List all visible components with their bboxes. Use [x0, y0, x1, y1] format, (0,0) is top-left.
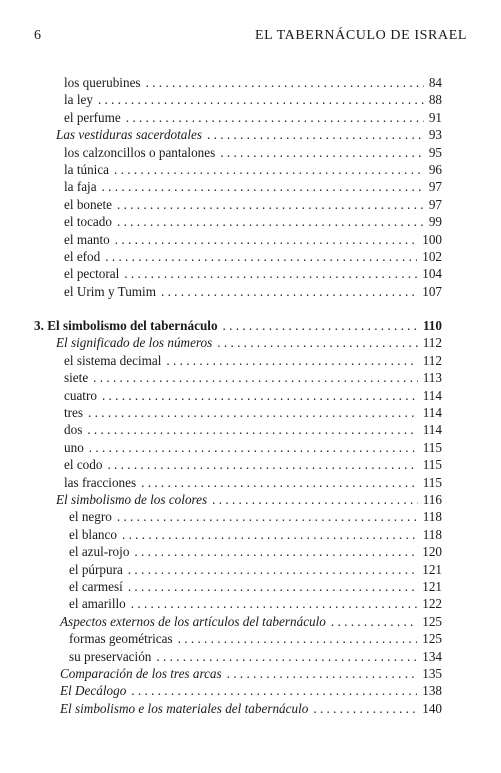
- toc-section-entry: [0, 682, 501, 699]
- toc-entry: [0, 91, 501, 108]
- toc-page-number: 84: [428, 75, 442, 90]
- dot-leader: [131, 682, 417, 699]
- toc-page-number: 107: [422, 283, 442, 299]
- dot-leader: [98, 91, 424, 108]
- toc-page-number: 138: [422, 683, 442, 699]
- dot-leader: [87, 421, 417, 438]
- toc-entry-label: el bonete: [64, 196, 112, 212]
- dot-leader: [313, 700, 417, 717]
- toc-entry: [0, 543, 501, 560]
- toc-section-entry: [0, 665, 501, 682]
- dot-leader: [88, 404, 418, 421]
- toc-entry-label: los calzoncillos o pantalones: [64, 144, 216, 160]
- toc-page-number: 121: [422, 578, 442, 594]
- dot-leader: [223, 317, 418, 334]
- toc-entry-label: el Urim y Tumim: [64, 283, 156, 299]
- toc-entry-label: el efod: [64, 248, 101, 264]
- toc-entry-label: Aspectos externos de los artículos del tabernáculo: [60, 613, 326, 629]
- dot-leader: [107, 456, 417, 473]
- toc-entry-label: el negro: [69, 509, 112, 525]
- toc-entry-label: el azul-rojo: [69, 544, 130, 560]
- toc-page-number: 135: [422, 665, 442, 681]
- toc-entry: [0, 74, 501, 91]
- toc-page-number: 112: [422, 352, 442, 368]
- toc-page-number: 118: [422, 509, 442, 525]
- dot-leader: [114, 161, 424, 178]
- dot-leader: [166, 352, 417, 369]
- toc-entry-label: el púrpura: [69, 561, 123, 577]
- toc-entry: [0, 630, 501, 647]
- toc-entry: [0, 526, 501, 543]
- toc-entry-label: Comparación de los tres arcas: [60, 665, 222, 681]
- toc-page-number: 97: [428, 196, 442, 212]
- toc-page-number: 88: [428, 92, 442, 108]
- dot-leader: [128, 578, 417, 595]
- toc-page-number: 93: [428, 127, 442, 143]
- toc-page-number: 100: [422, 231, 442, 247]
- dot-leader: [131, 595, 417, 612]
- dot-leader: [105, 248, 417, 265]
- toc-page-number: 91: [428, 109, 442, 125]
- dot-leader: [126, 109, 424, 126]
- dot-leader: [217, 334, 417, 351]
- dot-leader: [117, 213, 424, 230]
- toc-section-entry: [0, 126, 501, 143]
- toc-section-entry: [0, 334, 501, 351]
- book-title: EL TABERNÁCULO DE ISRAEL: [255, 28, 467, 43]
- toc-chapter-heading: [0, 317, 501, 334]
- toc-entry-label: uno: [64, 439, 84, 455]
- toc-entry: [0, 369, 501, 386]
- toc-entry: [0, 248, 501, 265]
- dot-leader: [331, 613, 417, 630]
- toc-entry: [0, 213, 501, 230]
- toc-page-number: 140: [422, 700, 442, 716]
- dot-leader: [93, 369, 418, 386]
- dot-leader: [117, 508, 418, 525]
- toc-section-entry: [0, 613, 501, 630]
- toc-entry: [0, 508, 501, 525]
- toc-page-number: 116: [422, 491, 442, 507]
- toc-entry: [0, 144, 501, 161]
- toc-entry-label: la faja: [64, 179, 97, 195]
- toc-entry-label: las fracciones: [64, 474, 137, 490]
- toc-entry-label: el blanco: [69, 526, 117, 542]
- dot-leader: [141, 474, 418, 491]
- toc-entry-label: El simbolismo e los materiales del tabernáculo: [60, 700, 309, 716]
- toc-entry-label: dos: [64, 422, 83, 438]
- dot-leader: [207, 126, 424, 143]
- toc-entry: [0, 178, 501, 195]
- toc-entry-label: el tocado: [64, 214, 112, 230]
- running-head: [34, 28, 467, 50]
- toc-entry: [0, 283, 501, 300]
- toc-entry-label: los querubines: [64, 75, 141, 90]
- toc-entry: [0, 109, 501, 126]
- toc-page-number: 99: [428, 214, 442, 230]
- toc-entry: [0, 404, 501, 421]
- toc-page-number: 110: [422, 318, 442, 334]
- toc-entry: [0, 421, 501, 438]
- toc-entry-label: Las vestiduras sacerdotales: [56, 127, 203, 143]
- toc-entry: [0, 474, 501, 491]
- toc-entry: [0, 352, 501, 369]
- toc-page-number: 114: [422, 405, 442, 421]
- dot-leader: [212, 491, 418, 508]
- dot-leader: [128, 561, 417, 578]
- toc-entry: [0, 196, 501, 213]
- toc-page-number: 97: [428, 179, 442, 195]
- toc-entry-label: el codo: [64, 457, 103, 473]
- toc-section-entry: [0, 491, 501, 508]
- toc-page-number: 125: [422, 613, 442, 629]
- toc-page-number: 120: [422, 544, 442, 560]
- toc-page-number: 102: [422, 248, 442, 264]
- dot-leader: [102, 387, 418, 404]
- toc-page-number: 95: [428, 144, 442, 160]
- toc-entry-label: El simbolismo de los colores: [56, 491, 208, 507]
- toc-entry: [0, 648, 501, 665]
- dot-leader: [227, 665, 418, 682]
- dot-leader: [117, 196, 424, 213]
- toc-entry: [0, 161, 501, 178]
- toc-entry-label: tres: [64, 405, 84, 421]
- dot-leader: [178, 630, 418, 647]
- dot-leader: [220, 144, 424, 161]
- table-of-contents: [0, 74, 501, 717]
- toc-page-number: 113: [422, 370, 442, 386]
- toc-entry: [0, 265, 501, 282]
- dot-leader: [134, 543, 417, 560]
- dot-leader: [115, 231, 417, 248]
- toc-page-number: 134: [422, 648, 442, 664]
- toc-entry-label: el manto: [64, 231, 110, 247]
- dot-leader: [124, 265, 417, 282]
- toc-entry-label: el pectoral: [64, 266, 120, 282]
- toc-entry-label: el perfume: [64, 109, 121, 125]
- toc-entry: [0, 231, 501, 248]
- toc-entry-label: El Decálogo: [60, 683, 127, 699]
- toc-entry-label: El significado de los números: [56, 335, 213, 351]
- toc-entry: [0, 595, 501, 612]
- toc-page-number: 112: [422, 335, 442, 351]
- toc-page-number: 118: [422, 526, 442, 542]
- toc-entry-label: la ley: [64, 92, 93, 108]
- toc-entry-label: 3. El simbolismo del tabernáculo: [34, 318, 218, 334]
- toc-page-number: 115: [422, 457, 442, 473]
- toc-page-number: 121: [422, 561, 442, 577]
- toc-entry: [0, 578, 501, 595]
- dot-leader: [89, 439, 418, 456]
- toc-entry: [0, 456, 501, 473]
- toc-page-number: 122: [422, 596, 442, 612]
- toc-entry-label: el amarillo: [69, 596, 126, 612]
- toc-entry-label: cuatro: [64, 387, 97, 403]
- dot-leader: [156, 648, 417, 665]
- dot-leader: [102, 178, 424, 195]
- toc-page-number: 115: [422, 474, 442, 490]
- toc-entry-label: siete: [64, 370, 89, 386]
- toc-page-number: 104: [422, 266, 442, 282]
- toc-page-number: 114: [422, 387, 442, 403]
- page-number: 6: [34, 28, 42, 43]
- toc-page-number: 114: [422, 422, 442, 438]
- dot-leader: [122, 526, 418, 543]
- toc-entry: [0, 439, 501, 456]
- toc-entry: [0, 561, 501, 578]
- dot-leader: [161, 283, 417, 300]
- toc-entry-label: el sistema decimal: [64, 352, 162, 368]
- dot-leader: [146, 74, 424, 91]
- toc-page-number: 96: [428, 161, 442, 177]
- toc-entry-label: el carmesí: [69, 578, 123, 594]
- toc-page-number: 125: [422, 631, 442, 647]
- toc-page-number: 115: [422, 439, 442, 455]
- toc-section-entry: [0, 700, 501, 717]
- toc-entry: [0, 387, 501, 404]
- toc-entry-label: la túnica: [64, 161, 110, 177]
- toc-entry-label: formas geométricas: [69, 631, 173, 647]
- toc-entry-label: su preservación: [69, 648, 152, 664]
